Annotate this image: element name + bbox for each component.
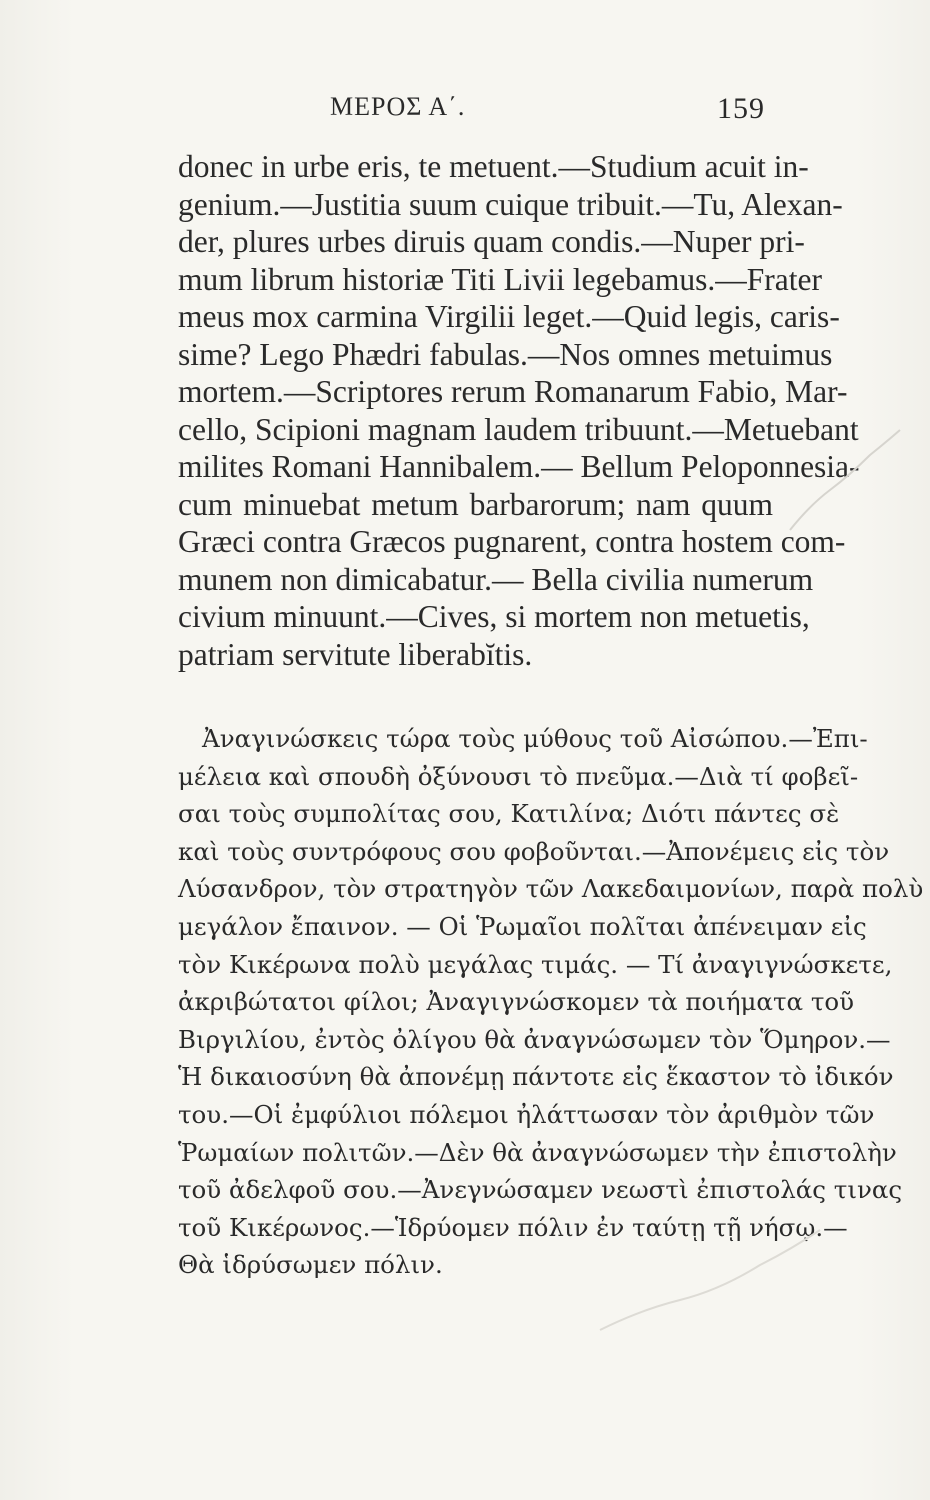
text-line: του.—Οἱ ἐμφύλιοι πόλεμοι ἠλάττωσαν τὸν ἀριθμὸν τῶν <box>178 1099 875 1129</box>
text-line: Βιργιλίου, ἐντὸς ὀλίγου θὰ ἀναγνώσωμεν τὸν Ὅμηρον.— <box>178 1024 891 1054</box>
latin-paragraph <box>178 148 860 673</box>
text-line: ἀκριβώτατοι φίλοι; Ἀναγιγνώσκομεν τὰ ποιήματα τοῦ <box>178 987 855 1017</box>
text-line: Ἡ δικαιοσύνη θὰ ἀπονέμῃ πάντοτε εἰς ἕκαστον τὸ ἰδικόν <box>178 1062 894 1092</box>
text-line: genium.—Justitia suum cuique tribuit.—Tu, Alexan- <box>178 186 843 222</box>
text-line: meus mox carmina Virgilii leget.—Quid legis, caris- <box>178 299 840 334</box>
text-line: milites Romani Hannibalem.— Bellum Peloponnesia- <box>178 449 860 484</box>
text-line: patriam servitute liberabĭtis. <box>178 636 533 672</box>
text-line: Græci contra Græcos pugnarent, contra hostem com- <box>178 524 846 559</box>
text-line: τοῦ Κικέρωνος.—Ἱδρύομεν πόλιν ἐν ταύτῃ τῇ νήσῳ.— <box>178 1212 848 1242</box>
greek-paragraph <box>178 720 924 1284</box>
text-line: cum minuebat metum barbarorum; nam quum <box>178 486 773 522</box>
text-line: Ἀναγινώσκεις τώρα τοὺς μύθους τοῦ Αἰσώπου.—Ἐπι- <box>202 724 868 753</box>
text-line: καὶ τοὺς συντρόφους σου φοβοῦνται.—Ἀπονέμεις εἰς τὸν <box>178 836 890 866</box>
text-line: munem non dimicabatur.— Bella civilia numerum <box>178 561 814 597</box>
text-line: Λύσανδρον, τὸν στρατηγὸν τῶν Λακεδαιμονίων, παρὰ πολὺ <box>178 874 924 904</box>
text-line: mum librum historiæ Titi Livii legebamus.—Frater <box>178 261 822 297</box>
running-head <box>330 92 765 132</box>
text-line: τὸν Κικέρωνα πολὺ μεγάλας τιμάς. — Τί ἀναγιγνώσκετε, <box>178 949 893 979</box>
text-line: τοῦ ἀδελφοῦ σου.—Ἀνεγνώσαμεν νεωστὶ ἐπιστολάς τινας <box>178 1175 903 1205</box>
text-line: Ῥωμαίων πολιτῶν.—Δὲν θὰ ἀναγνώσωμεν τὴν ἐπιστολὴν <box>178 1137 897 1167</box>
text-line: cello, Scipioni magnam laudem tribuunt.—Metuebant <box>178 411 859 447</box>
text-line: σαι τοὺς συμπολίτας σου, Κατιλίνα; Διότι πάντες σὲ <box>178 799 840 829</box>
running-head-title: ΜΕΡΟΣ Α΄. <box>330 92 466 121</box>
text-line: mortem.—Scriptores rerum Romanarum Fabio, Mar- <box>178 374 848 409</box>
text-line: μεγάλον ἔπαινον. — Οἱ Ῥωμαῖοι πολῖται ἀπένειμαν εἰς <box>178 911 867 941</box>
text-line: Θὰ ἱδρύσωμεν πόλιν. <box>178 1250 443 1280</box>
text-line: μέλεια καὶ σπουδὴ ὀξύνουσι τὸ πνεῦμα.—Διὰ τί φοβεῖ- <box>178 761 859 791</box>
text-line: sime? Lego Phædri fabulas.—Nos omnes metuimus <box>178 336 833 372</box>
page-number: 159 <box>717 92 765 125</box>
text-line: civium minuunt.—Cives, si mortem non metuetis, <box>178 599 810 634</box>
text-line: der, plures urbes diruis quam condis.—Nuper pri- <box>178 224 805 259</box>
text-line: donec in urbe eris, te metuent.—Studium acuit in- <box>178 149 809 184</box>
